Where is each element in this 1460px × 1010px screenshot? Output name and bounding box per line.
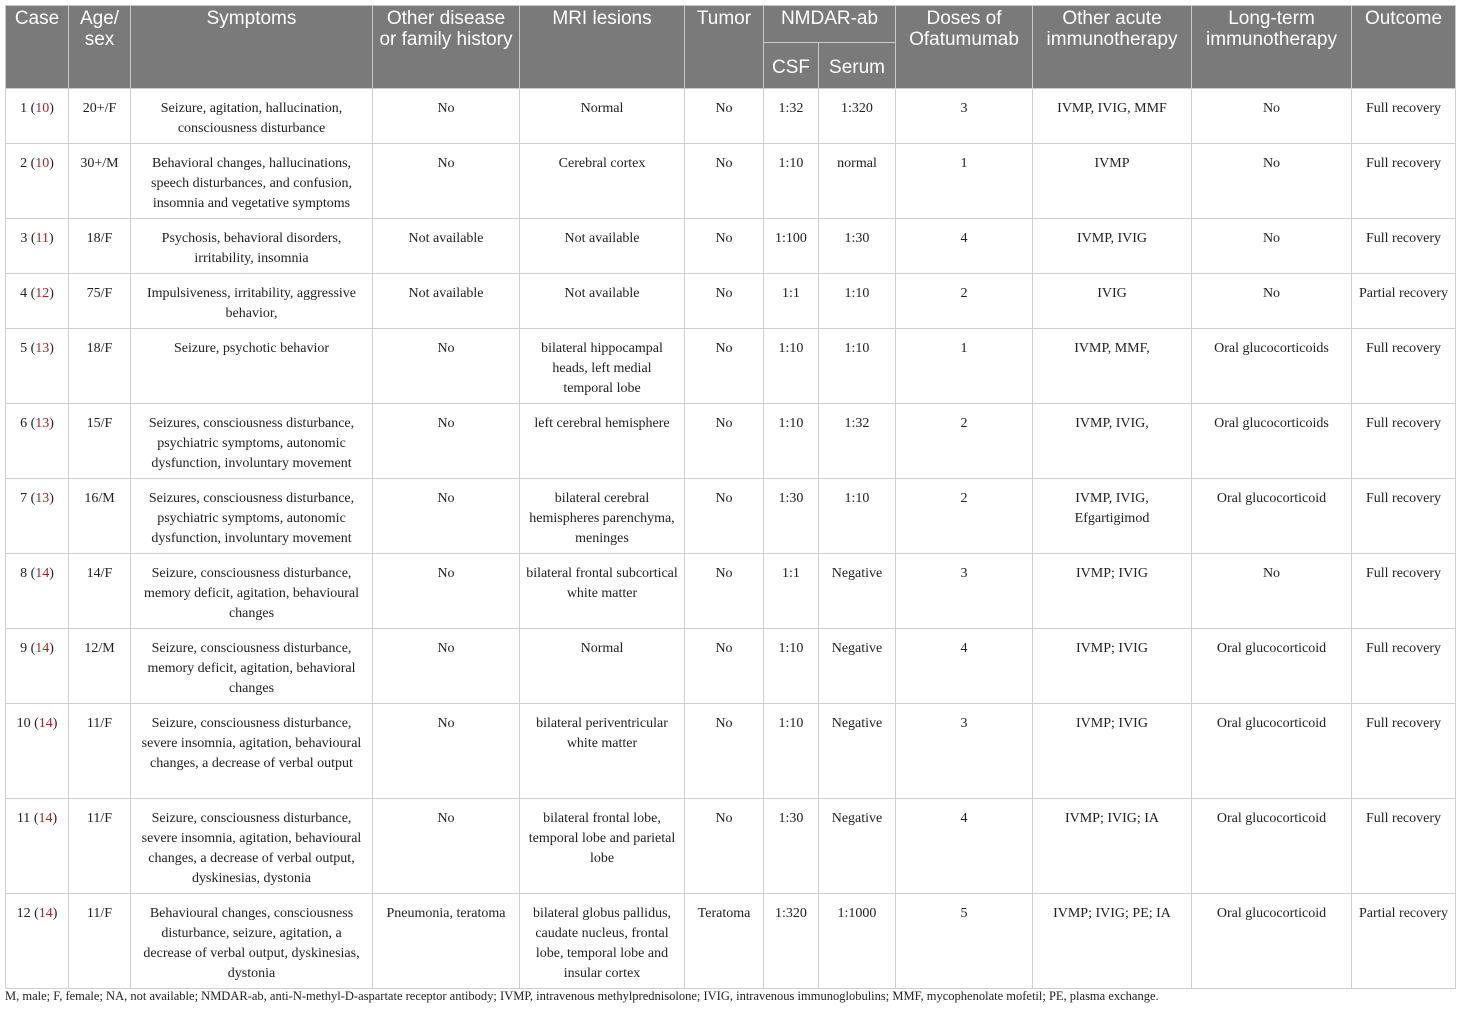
tumor-cell: No	[685, 554, 764, 629]
mri-lesions-cell: bilateral frontal lobe, temporal lobe and parietal lobe	[520, 799, 685, 894]
case-cell	[6, 219, 69, 274]
long-term-immunotherapy-cell: Oral glucocorticoid	[1192, 479, 1352, 554]
mri-lesions-cell: bilateral periventricular white matter	[520, 704, 685, 799]
csf-titer-cell: 1:100	[764, 219, 819, 274]
case-number: 2	[20, 156, 28, 171]
case-cell	[6, 144, 69, 219]
symptoms-cell: Behavioural changes, consciousness disturbance, seizure, agitation, a decrease of verbal output, dyskinesias, dystonia	[131, 894, 373, 989]
reference-link[interactable]: 14	[38, 906, 53, 921]
mri-lesions-cell: bilateral globus pallidus, caudate nucleus, frontal lobe, temporal lobe and insular cortex	[520, 894, 685, 989]
acute-immunotherapy-cell: IVMP, IVIG, Efgartigimod	[1033, 479, 1192, 554]
outcome-cell: Full recovery	[1352, 144, 1456, 219]
case-ref-close: )	[52, 906, 58, 921]
case-ref-open: (	[27, 641, 36, 656]
table-row	[6, 704, 1456, 799]
age-sex-cell: 20+/F	[69, 89, 131, 144]
mri-lesions-cell: Normal	[520, 629, 685, 704]
long-term-immunotherapy-cell: No	[1192, 274, 1352, 329]
acute-immunotherapy-cell: IVMP, IVIG,	[1033, 404, 1192, 479]
acute-immunotherapy-cell: IVMP, MMF,	[1033, 329, 1192, 404]
serum-titer-cell: 1:1000	[819, 894, 896, 989]
case-number: 10	[16, 716, 31, 731]
doses-cell: 2	[896, 274, 1033, 329]
reference-link[interactable]: 13	[35, 416, 50, 431]
long-term-immunotherapy-cell: Oral glucocorticoid	[1192, 704, 1352, 799]
reference-link[interactable]: 12	[35, 286, 50, 301]
tumor-cell: No	[685, 799, 764, 894]
case-ref-close: )	[49, 101, 54, 116]
header-acute-immunotherapy: Other acute immunotherapy	[1033, 6, 1192, 89]
symptoms-cell: Psychosis, behavioral disorders, irritability, insomnia	[131, 219, 373, 274]
case-number: 5	[20, 341, 28, 356]
long-term-immunotherapy-cell: Oral glucocorticoid	[1192, 629, 1352, 704]
tumor-cell: Teratoma	[685, 894, 764, 989]
csf-titer-cell: 1:10	[764, 329, 819, 404]
serum-titer-cell: Negative	[819, 704, 896, 799]
doses-cell: 4	[896, 219, 1033, 274]
reference-link[interactable]: 14	[38, 811, 53, 826]
outcome-cell: Full recovery	[1352, 404, 1456, 479]
table-row	[6, 274, 1456, 329]
case-cell	[6, 704, 69, 799]
case-cell	[6, 554, 69, 629]
long-term-immunotherapy-cell: Oral glucocorticoids	[1192, 329, 1352, 404]
csf-titer-cell: 1:1	[764, 274, 819, 329]
other-disease-cell: Not available	[373, 274, 520, 329]
mri-lesions-cell: bilateral cerebral hemispheres parenchyma, meninges	[520, 479, 685, 554]
symptoms-cell: Seizure, consciousness disturbance, severe insomnia, agitation, behavioural changes, a decrease of verbal output, dyskinesias, dystonia	[131, 799, 373, 894]
outcome-cell: Full recovery	[1352, 89, 1456, 144]
reference-link[interactable]: 13	[35, 491, 50, 506]
case-ref-open: (	[27, 416, 36, 431]
symptoms-cell: Seizure, agitation, hallucination, consciousness disturbance	[131, 89, 373, 144]
case-ref-open: (	[27, 101, 36, 116]
acute-immunotherapy-cell: IVMP, IVIG	[1033, 219, 1192, 274]
csf-titer-cell: 1:30	[764, 799, 819, 894]
reference-link[interactable]: 13	[35, 341, 50, 356]
symptoms-cell: Impulsiveness, irritability, aggressive behavior,	[131, 274, 373, 329]
csf-titer-cell: 1:10	[764, 704, 819, 799]
doses-cell: 3	[896, 554, 1033, 629]
case-ref-open: (	[27, 341, 36, 356]
case-number: 12	[16, 906, 31, 921]
reference-link[interactable]: 10	[35, 156, 50, 171]
serum-titer-cell: 1:10	[819, 479, 896, 554]
case-cell	[6, 274, 69, 329]
serum-titer-cell: 1:10	[819, 329, 896, 404]
serum-titer-cell: 1:10	[819, 274, 896, 329]
mri-lesions-cell: Normal	[520, 89, 685, 144]
case-number: 4	[20, 286, 28, 301]
csf-titer-cell: 1:10	[764, 404, 819, 479]
case-ref-open: (	[27, 491, 36, 506]
acute-immunotherapy-cell: IVMP; IVIG; IA	[1033, 799, 1192, 894]
serum-titer-cell: Negative	[819, 799, 896, 894]
mri-lesions-cell: Cerebral cortex	[520, 144, 685, 219]
serum-titer-cell: Negative	[819, 554, 896, 629]
age-sex-cell: 11/F	[69, 704, 131, 799]
case-ref-open: (	[30, 811, 39, 826]
case-ref-open: (	[30, 716, 39, 731]
outcome-cell: Partial recovery	[1352, 894, 1456, 989]
long-term-immunotherapy-cell: Oral glucocorticoids	[1192, 404, 1352, 479]
reference-link[interactable]: 11	[35, 231, 49, 246]
age-sex-cell: 16/M	[69, 479, 131, 554]
other-disease-cell: No	[373, 404, 520, 479]
doses-cell: 2	[896, 404, 1033, 479]
symptoms-cell: Seizure, consciousness disturbance, severe insomnia, agitation, behavioural changes, a decrease of verbal output	[131, 704, 373, 799]
symptoms-cell: Behavioral changes, hallucinations, speech disturbances, and confusion, insomnia and vegetative symptoms	[131, 144, 373, 219]
doses-cell: 5	[896, 894, 1033, 989]
acute-immunotherapy-cell: IVMP	[1033, 144, 1192, 219]
tumor-cell: No	[685, 274, 764, 329]
csf-titer-cell: 1:10	[764, 629, 819, 704]
case-number: 6	[20, 416, 28, 431]
header-mri-lesions: MRI lesions	[520, 6, 685, 89]
table-header	[6, 6, 1456, 89]
other-disease-cell: Not available	[373, 219, 520, 274]
header-symptoms: Symptoms	[131, 6, 373, 89]
other-disease-cell: Pneumonia, teratoma	[373, 894, 520, 989]
header-outcome: Outcome	[1352, 6, 1456, 89]
age-sex-cell: 18/F	[69, 329, 131, 404]
case-number: 8	[20, 566, 28, 581]
long-term-immunotherapy-cell: No	[1192, 554, 1352, 629]
outcome-cell: Full recovery	[1352, 629, 1456, 704]
case-cell	[6, 479, 69, 554]
mri-lesions-cell: bilateral hippocampal heads, left medial temporal lobe	[520, 329, 685, 404]
table-footnote: M, male; F, female; NA, not available; NMDAR-ab, anti-N-methyl-D-aspartate receptor antibody; IVMP, intravenous methylprednisolone; IVIG, intravenous immunoglobulins; MMF, mycophenolate mofetil; PE, plasma exchange.	[5, 989, 1159, 1003]
case-ref-close: )	[52, 716, 58, 731]
case-ref-close: )	[49, 491, 54, 506]
csf-titer-cell: 1:32	[764, 89, 819, 144]
case-ref-close: )	[49, 566, 54, 581]
other-disease-cell: No	[373, 799, 520, 894]
serum-titer-cell: Negative	[819, 629, 896, 704]
other-disease-cell: No	[373, 479, 520, 554]
header-csf: CSF	[764, 43, 819, 89]
age-sex-cell: 30+/M	[69, 144, 131, 219]
acute-immunotherapy-cell: IVMP; IVIG	[1033, 554, 1192, 629]
tumor-cell: No	[685, 329, 764, 404]
case-number: 3	[20, 231, 28, 246]
case-ref-close: )	[49, 641, 54, 656]
doses-cell: 1	[896, 329, 1033, 404]
acute-immunotherapy-cell: IVMP; IVIG	[1033, 629, 1192, 704]
table-row	[6, 894, 1456, 989]
symptoms-cell: Seizures, consciousness disturbance, psychiatric symptoms, autonomic dysfunction, involuntary movement	[131, 404, 373, 479]
header-serum: Serum	[819, 43, 896, 89]
header-age-sex: Age/ sex	[69, 6, 131, 89]
case-number: 9	[20, 641, 28, 656]
table-row	[6, 404, 1456, 479]
case-number: 11	[16, 811, 31, 826]
serum-titer-cell: 1:30	[819, 219, 896, 274]
doses-cell: 1	[896, 144, 1033, 219]
csf-titer-cell: 1:10	[764, 144, 819, 219]
other-disease-cell: No	[373, 329, 520, 404]
age-sex-cell: 12/M	[69, 629, 131, 704]
tumor-cell: No	[685, 144, 764, 219]
tumor-cell: No	[685, 629, 764, 704]
case-cell	[6, 799, 69, 894]
table-body	[6, 89, 1456, 989]
table-row	[6, 799, 1456, 894]
reference-link[interactable]: 14	[38, 716, 53, 731]
csf-titer-cell: 1:30	[764, 479, 819, 554]
outcome-cell: Full recovery	[1352, 219, 1456, 274]
case-cell	[6, 89, 69, 144]
other-disease-cell: No	[373, 144, 520, 219]
csf-titer-cell: 1:320	[764, 894, 819, 989]
tumor-cell: No	[685, 404, 764, 479]
case-ref-close: )	[49, 286, 54, 301]
case-number: 7	[20, 491, 28, 506]
header-long-term-immunotherapy: Long-term immunotherapy	[1192, 6, 1352, 89]
other-disease-cell: No	[373, 89, 520, 144]
case-ref-close: )	[49, 341, 54, 356]
header-case: Case	[6, 6, 69, 89]
outcome-cell: Partial recovery	[1352, 274, 1456, 329]
reference-link[interactable]: 14	[35, 641, 50, 656]
long-term-immunotherapy-cell: No	[1192, 89, 1352, 144]
case-ref-close: )	[48, 231, 54, 246]
long-term-immunotherapy-cell: Oral glucocorticoid	[1192, 799, 1352, 894]
tumor-cell: No	[685, 479, 764, 554]
header-doses: Doses of Ofatumumab	[896, 6, 1033, 89]
table-row	[6, 479, 1456, 554]
table-row	[6, 329, 1456, 404]
age-sex-cell: 14/F	[69, 554, 131, 629]
long-term-immunotherapy-cell: No	[1192, 144, 1352, 219]
case-ref-close: )	[52, 811, 58, 826]
serum-titer-cell: 1:320	[819, 89, 896, 144]
case-cell	[6, 404, 69, 479]
case-ref-open: (	[27, 231, 36, 246]
acute-immunotherapy-cell: IVMP; IVIG	[1033, 704, 1192, 799]
mri-lesions-cell: bilateral frontal subcortical white matter	[520, 554, 685, 629]
table-row	[6, 629, 1456, 704]
reference-link[interactable]: 14	[35, 566, 50, 581]
outcome-cell: Full recovery	[1352, 479, 1456, 554]
symptoms-cell: Seizure, consciousness disturbance, memory deficit, agitation, behavioral changes	[131, 629, 373, 704]
case-ref-open: (	[27, 156, 36, 171]
header-nmdar-ab: NMDAR-ab	[764, 6, 896, 43]
outcome-cell: Full recovery	[1352, 704, 1456, 799]
table-row	[6, 219, 1456, 274]
case-cell	[6, 629, 69, 704]
mri-lesions-cell: Not available	[520, 219, 685, 274]
doses-cell: 4	[896, 629, 1033, 704]
acute-immunotherapy-cell: IVMP; IVIG; PE; IA	[1033, 894, 1192, 989]
table-row	[6, 89, 1456, 144]
outcome-cell: Full recovery	[1352, 329, 1456, 404]
acute-immunotherapy-cell: IVIG	[1033, 274, 1192, 329]
tumor-cell: No	[685, 704, 764, 799]
tumor-cell: No	[685, 219, 764, 274]
serum-titer-cell: 1:32	[819, 404, 896, 479]
csf-titer-cell: 1:1	[764, 554, 819, 629]
outcome-cell: Full recovery	[1352, 554, 1456, 629]
symptoms-cell: Seizure, psychotic behavior	[131, 329, 373, 404]
header-other-disease: Other disease or family history	[373, 6, 520, 89]
doses-cell: 3	[896, 704, 1033, 799]
age-sex-cell: 75/F	[69, 274, 131, 329]
case-ref-close: )	[49, 416, 54, 431]
age-sex-cell: 15/F	[69, 404, 131, 479]
symptoms-cell: Seizures, consciousness disturbance, psychiatric symptoms, autonomic dysfunction, involuntary movement	[131, 479, 373, 554]
table-row	[6, 144, 1456, 219]
age-sex-cell: 11/F	[69, 894, 131, 989]
doses-cell: 3	[896, 89, 1033, 144]
table-row	[6, 554, 1456, 629]
symptoms-cell: Seizure, consciousness disturbance, memory deficit, agitation, behavioural changes	[131, 554, 373, 629]
long-term-immunotherapy-cell: Oral glucocorticoid	[1192, 894, 1352, 989]
mri-lesions-cell: left cerebral hemisphere	[520, 404, 685, 479]
outcome-cell: Full recovery	[1352, 799, 1456, 894]
age-sex-cell: 11/F	[69, 799, 131, 894]
doses-cell: 2	[896, 479, 1033, 554]
other-disease-cell: No	[373, 629, 520, 704]
header-tumor: Tumor	[685, 6, 764, 89]
case-table	[5, 5, 1456, 989]
case-ref-close: )	[49, 156, 54, 171]
serum-titer-cell: normal	[819, 144, 896, 219]
case-ref-open: (	[27, 286, 36, 301]
long-term-immunotherapy-cell: No	[1192, 219, 1352, 274]
case-ref-open: (	[30, 906, 39, 921]
case-cell	[6, 329, 69, 404]
case-cell	[6, 894, 69, 989]
other-disease-cell: No	[373, 554, 520, 629]
doses-cell: 4	[896, 799, 1033, 894]
reference-link[interactable]: 10	[35, 101, 50, 116]
case-ref-open: (	[27, 566, 36, 581]
other-disease-cell: No	[373, 704, 520, 799]
age-sex-cell: 18/F	[69, 219, 131, 274]
mri-lesions-cell: Not available	[520, 274, 685, 329]
case-number: 1	[20, 101, 28, 116]
tumor-cell: No	[685, 89, 764, 144]
acute-immunotherapy-cell: IVMP, IVIG, MMF	[1033, 89, 1192, 144]
